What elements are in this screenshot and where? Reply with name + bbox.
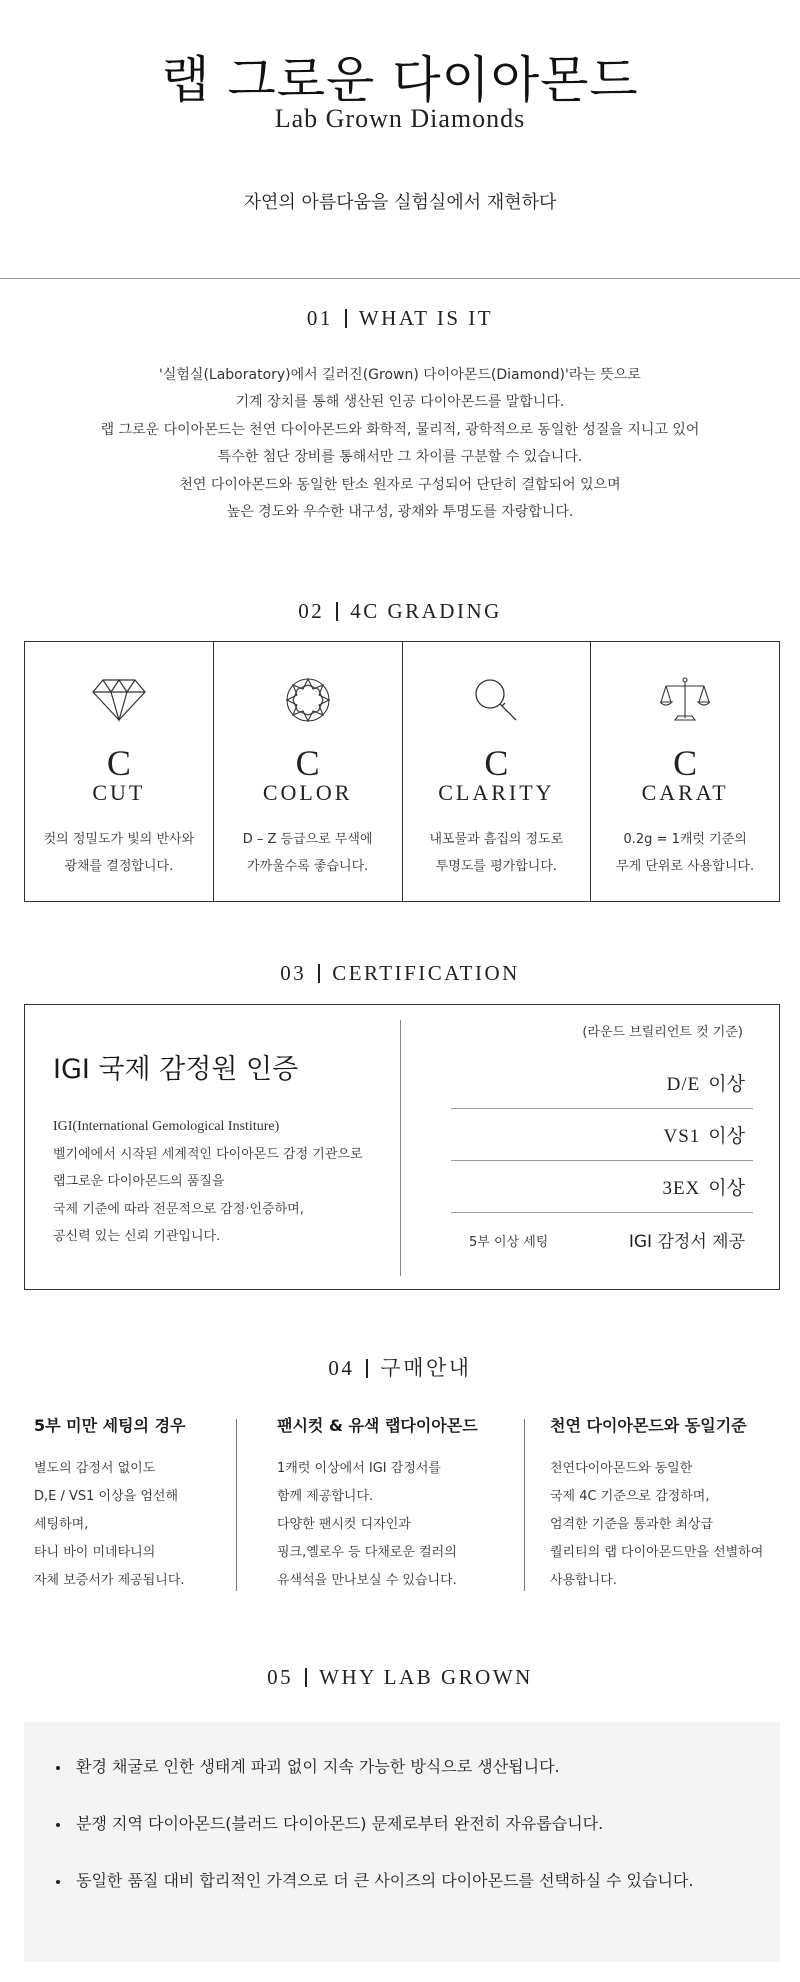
about-line: 천연 다이아몬드와 동일한 탄소 원자로 구성되어 단단히 결합되어 있으며 [179,476,621,493]
hero-title: 랩 그로운 다이아몬드 [161,51,639,109]
grading-cell-carat [591,642,779,901]
guide-line: 천연다이아몬드와 동일한 [550,1461,693,1476]
spec-value: 3EX [662,1178,701,1199]
guide-column [525,1415,780,1591]
cert-body [53,1113,363,1251]
why-text: 동일한 품질 대비 합리적인 가격으로 더 큰 사이즈의 다이아몬드를 선택하실 수 있습니다. [76,1871,694,1890]
cert-divider [400,1020,401,1276]
title-divider [336,602,338,621]
why-text: 환경 채굴로 인한 생태계 파괴 없이 지속 가능한 방식으로 생산됩니다. [76,1757,560,1776]
grade-desc-line: 내포물과 흠집의 정도로 [429,832,564,847]
section-label: CERTIFICATION [332,961,520,985]
grade-desc-line: 가까울수록 좋습니다. [246,859,369,874]
about-line: 기계 장치를 통해 생산된 인공 다이아몬드를 말합니다. [235,394,565,411]
section-number: 02 [298,599,325,623]
scale-icon [591,672,779,728]
why-item [56,1870,780,1927]
guide-line: D,E / VS1 이상을 엄선해 [34,1489,179,1504]
grade-word: COLOR [262,780,353,805]
spec-value: D/E [666,1074,701,1095]
cert-footer-left: 5부 이상 세팅 [469,1235,549,1250]
grade-word: CLARITY [438,780,555,805]
purchase-guide [24,1415,780,1591]
guide-line: 핑크,옐로우 등 다채로운 컬러의 [277,1545,457,1560]
guide-column [24,1415,236,1591]
section-label: 4C GRADING [350,599,502,623]
grade-letter: C [295,743,320,783]
title-divider [345,309,347,328]
guide-column [237,1415,524,1591]
grade-desc [214,826,402,880]
section-number: 04 [328,1356,355,1380]
hero-subtitle: Lab Grown Diamonds [274,104,526,133]
section-label: WHAT IS IT [358,306,494,330]
gem-facet-icon [214,672,402,728]
grade-desc [591,826,779,880]
grade-letter: C [106,743,131,783]
grading-cell-clarity [403,642,592,901]
why-item [56,1756,780,1813]
cert-line: 벨기에에서 시작된 세계적인 다이아몬드 감정 기관으로 [53,1146,363,1162]
guide-line: 함께 제공합니다. [277,1489,374,1504]
grade-desc [403,826,591,880]
section-number: 01 [306,306,333,330]
bullet-icon [56,1823,60,1827]
spec-suffix: 이상 [708,1125,745,1147]
bullet-icon [56,1880,60,1884]
cert-line: 공신력 있는 신뢰 기관입니다. [53,1229,221,1244]
grade-word: CUT [92,780,146,805]
title-divider [305,1668,307,1687]
grade-desc-line: 컷의 정밀도가 빛의 반사와 [43,832,195,847]
spec-suffix: 이상 [708,1073,745,1095]
grade-desc [25,826,213,880]
about-line: 특수한 첨단 장비를 통해서만 그 차이를 구분할 수 있습니다. [217,449,583,466]
section-number: 05 [267,1665,294,1689]
certification-box [24,1004,780,1290]
magnifier-icon [403,672,591,728]
bullet-icon [56,1766,60,1770]
diamond-icon [25,672,213,728]
guide-line: 퀄리티의 랩 다이아몬드만을 선별하여 [550,1545,764,1560]
section-title-purchase-guide [0,1352,800,1382]
cert-org: IGI(International Gemological Institure) [53,1119,280,1134]
guide-line: 별도의 감정서 없이도 [34,1461,156,1476]
cert-footer [451,1221,753,1257]
grade-desc-line: 무게 단위로 사용합니다. [616,859,755,874]
grading-grid [24,641,780,902]
guide-line: 엄격한 기준을 통과한 최상급 [550,1517,714,1532]
grade-desc-line: D – Z 등급으로 무색에 [242,832,373,847]
grade-desc-line: 광채를 결정합니다. [64,859,174,874]
why-list [24,1722,780,1927]
spec-value: VS1 [663,1126,701,1147]
cert-footer-right: IGI 감정서 제공 [628,1232,745,1252]
guide-title: 천연 다이아몬드와 동일기준 [550,1416,747,1435]
section-title-why-lab-grown [0,1665,800,1690]
why-item [56,1813,780,1870]
section-title-what-is-it [0,306,800,331]
about-line: 랩 그로운 다이아몬드는 천연 다이아몬드와 화학적, 물리적, 광학적으로 동일한 성질을 지니고 있어 [100,421,700,438]
why-box [24,1722,780,1962]
cert-spec-row [451,1057,753,1109]
guide-title: 팬시컷 & 유색 랩다이아몬드 [277,1416,478,1435]
guide-line: 타니 바이 미네타니의 [34,1545,156,1560]
guide-line: 사용합니다. [550,1573,617,1588]
about-text [0,362,800,526]
grade-desc-line: 0.2g = 1캐럿 기준의 [623,832,747,847]
grading-cell-cut [25,642,214,901]
guide-line: 1캐럿 이상에서 IGI 감정서를 [277,1461,441,1476]
about-line: '실험실(Laboratory)에서 길러진(Grown) 다이아몬드(Diamond)'라는 뜻으로 [159,367,641,383]
why-text: 분쟁 지역 다이아몬드(블러드 다이아몬드) 문제로부터 완전히 자유롭습니다. [76,1814,604,1833]
cert-line: 국제 기준에 따라 전문적으로 감정·인증하며, [53,1201,304,1217]
guide-line: 자체 보증서가 제공됩니다. [34,1573,185,1588]
section-label: WHY LAB GROWN [319,1665,533,1689]
cert-line: 랩그로운 다이아몬드의 품질을 [53,1174,225,1189]
title-divider [318,964,320,983]
about-line: 높은 경도와 우수한 내구성, 광채와 투명도를 자랑합니다. [226,504,574,521]
section-title-certification [0,961,800,986]
hero [0,0,800,279]
section-label: 구매안내 [380,1356,472,1380]
cert-title: IGI 국제 감정원 인증 [53,1054,299,1085]
grade-letter: C [484,743,509,783]
guide-line: 세팅하며, [34,1517,89,1532]
guide-line: 국제 4C 기준으로 감정하며, [550,1489,710,1504]
hero-tagline: 자연의 아름다움을 실험실에서 재현하다 [243,192,557,213]
guide-line: 다양한 팬시컷 디자인과 [277,1517,411,1532]
spec-suffix: 이상 [708,1177,745,1199]
cert-note: (라운드 브릴리언트 컷 기준) [582,1025,743,1040]
guide-line: 유색석을 만나보실 수 있습니다. [277,1573,457,1588]
guide-title: 5부 미만 세팅의 경우 [34,1416,186,1435]
grade-desc-line: 투명도를 평가합니다. [435,859,558,874]
section-number: 03 [280,961,307,985]
cert-spec-row [451,1109,753,1161]
cert-spec-row [451,1161,753,1213]
title-divider [366,1359,368,1378]
grade-word: CARAT [641,780,729,805]
grading-cell-color [214,642,403,901]
section-title-4c-grading [0,599,800,624]
grade-letter: C [673,743,698,783]
